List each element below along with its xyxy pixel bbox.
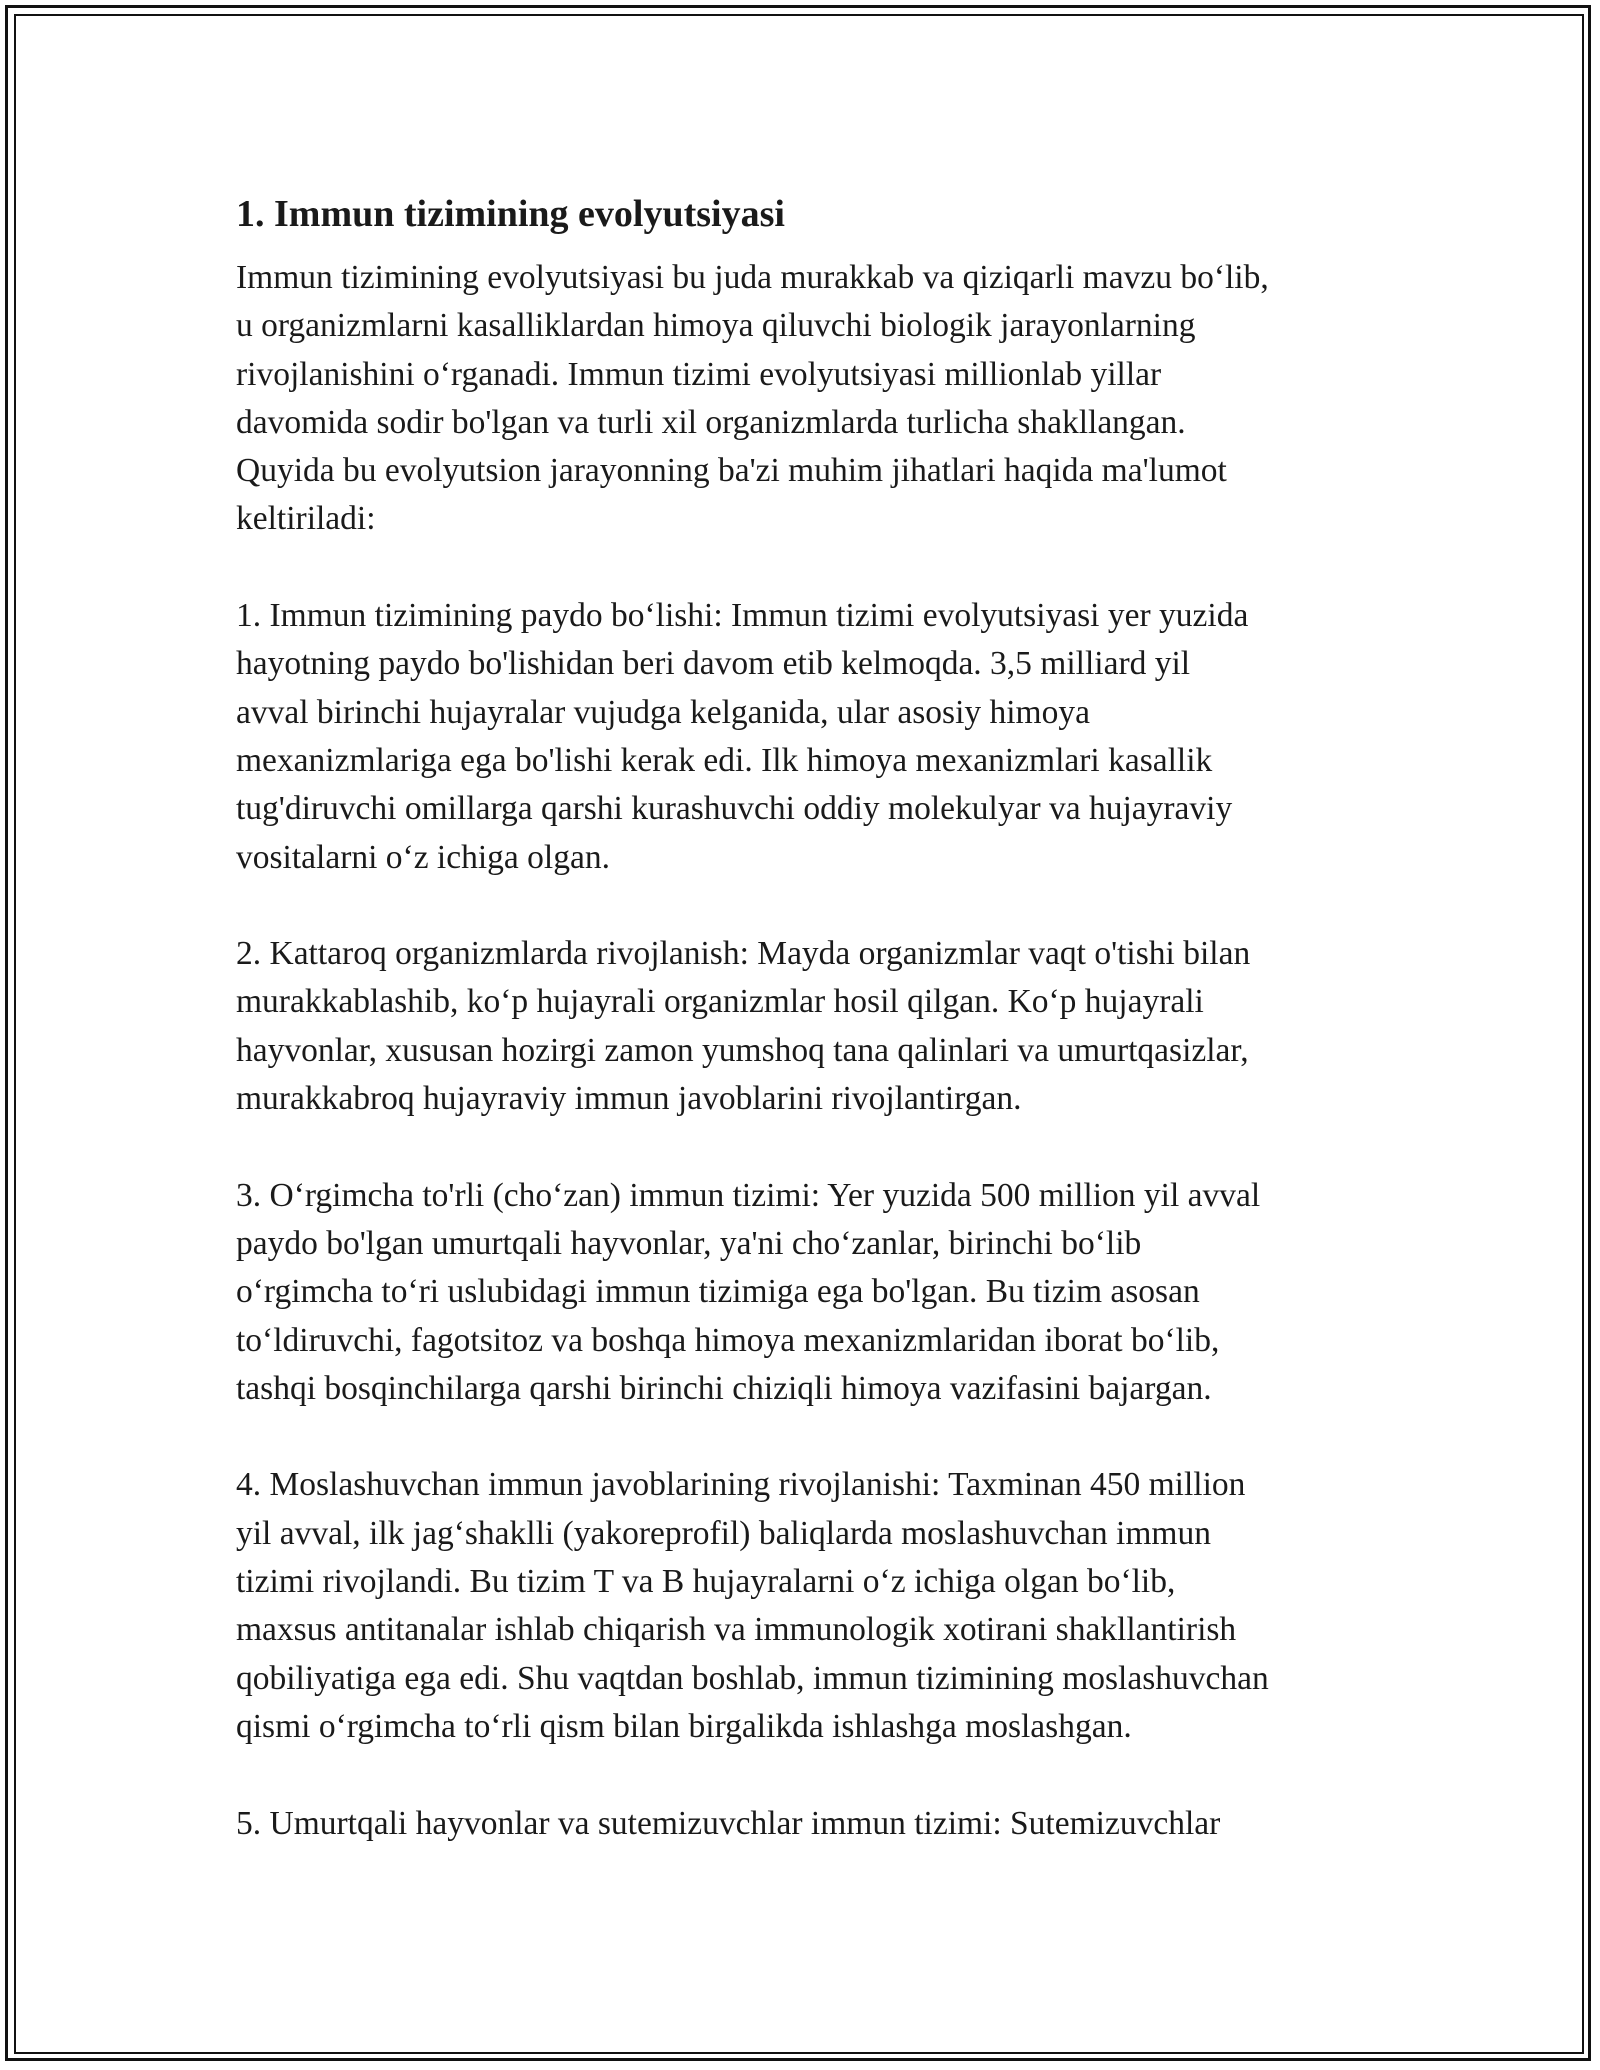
text-line: yil avval, ilk jag‘shaklli (yakoreprofil) baliqlarda moslashuvchan immun (236, 1514, 1211, 1552)
text-line: 5. Umurtqali hayvonlar va sutemizuvchlar immun tizimi: Sutemizuvchlar (236, 1804, 1221, 1842)
text-line: u organizmlarni kasalliklardan himoya qiluvchi biologik jarayonlarning (236, 307, 1196, 345)
text-line: qobiliyatiga ega edi. Shu vaqtdan boshlab, immun tizimining moslashuvchan (236, 1659, 1269, 1697)
text-line: mexanizmlariga ega bo'lishi kerak edi. Ilk himoya mexanizmlari kasallik (236, 741, 1213, 779)
section-heading: 1. Immun tizimining evolyutsiyasi (236, 193, 785, 235)
text-line: 2. Kattaroq organizmlarda rivojlanish: Mayda organizmlar vaqt o'tishi bilan (236, 935, 1251, 973)
paragraph-item-5 (236, 1800, 1376, 1848)
text-line: o‘rgimcha to‘ri uslubidagi immun tizimiga ega bo'lgan. Bu tizim asosan (236, 1273, 1200, 1311)
text-line: davomida sodir bo'lgan va turli xil organizmlarda turlicha shakllangan. (236, 403, 1186, 441)
paragraph-item-4 (236, 1461, 1376, 1751)
paragraph-gap (236, 882, 1376, 930)
paragraph-item-3 (236, 1172, 1376, 1413)
text-line: tashqi bosqinchilarga qarshi birinchi chiziqli himoya vazifasini bajargan. (236, 1369, 1212, 1407)
text-line: tizimi rivojlandi. Bu tizim T va B hujayralarni o‘z ichiga olgan bo‘lib, (236, 1563, 1176, 1601)
text-line: 3. O‘rgimcha to'rli (cho‘zan) immun tizimi: Yer yuzida 500 million yil avval (236, 1176, 1261, 1214)
text-line: vositalarni o‘z ichiga olgan. (236, 838, 610, 876)
text-line: hayotning paydo bo'lishidan beri davom etib kelmoqda. 3,5 milliard yil (236, 645, 1191, 683)
text-line: paydo bo'lgan umurtqali hayvonlar, ya'ni cho‘zanlar, birinchi bo‘lib (236, 1224, 1142, 1262)
text-line: qismi o‘rgimcha to‘rli qism bilan birgalikda ishlashga moslashgan. (236, 1707, 1132, 1745)
text-line: Quyida bu evolyutsion jarayonning ba'zi muhim jihatlari haqida ma'lumot (236, 452, 1227, 490)
paragraph-gap (236, 1123, 1376, 1171)
paragraph-gap (236, 1413, 1376, 1461)
paragraph-gap (236, 1751, 1376, 1799)
text-line: 4. Moslashuvchan immun javoblarining rivojlanishi: Taxminan 450 million (236, 1466, 1246, 1504)
text-line: 1. Immun tizimining paydo bo‘lishi: Immun tizimi evolyutsiyasi yer yuzida (236, 597, 1249, 635)
paragraph-intro (236, 254, 1376, 544)
text-line: rivojlanishini o‘rganadi. Immun tizimi evolyutsiyasi millionlab yillar (236, 355, 1162, 393)
text-line: Immun tizimining evolyutsiyasi bu juda murakkab va qiziqarli mavzu bo‘lib, (236, 259, 1269, 296)
text-line: tug'diruvchi omillarga qarshi kurashuvchi oddiy molekulyar va hujayraviy (236, 790, 1233, 828)
paragraph-item-1 (236, 592, 1376, 882)
text-line: avval birinchi hujayralar vujudga kelganida, ular asosiy himoya (236, 693, 1090, 731)
text-line: keltiriladi: (236, 500, 376, 538)
text-line: to‘ldiruvchi, fagotsitoz va boshqa himoya mexanizmlaridan iborat bo‘lib, (236, 1321, 1220, 1359)
text-line: murakkabroq hujayraviy immun javoblarini rivojlantirgan. (236, 1080, 1022, 1118)
paragraph-gap (236, 544, 1376, 592)
text-line: murakkablashib, ko‘p hujayrali organizmlar hosil qilgan. Ko‘p hujayrali (236, 983, 1204, 1021)
text-line: maxsus antitanalar ishlab chiqarish va immunologik xotirani shakllantirish (236, 1611, 1237, 1649)
text-line: hayvonlar, xususan hozirgi zamon yumshoq tana qalinlari va umurtqasizlar, (236, 1031, 1249, 1069)
paragraph-item-2 (236, 930, 1376, 1123)
document-body (236, 184, 1376, 1848)
